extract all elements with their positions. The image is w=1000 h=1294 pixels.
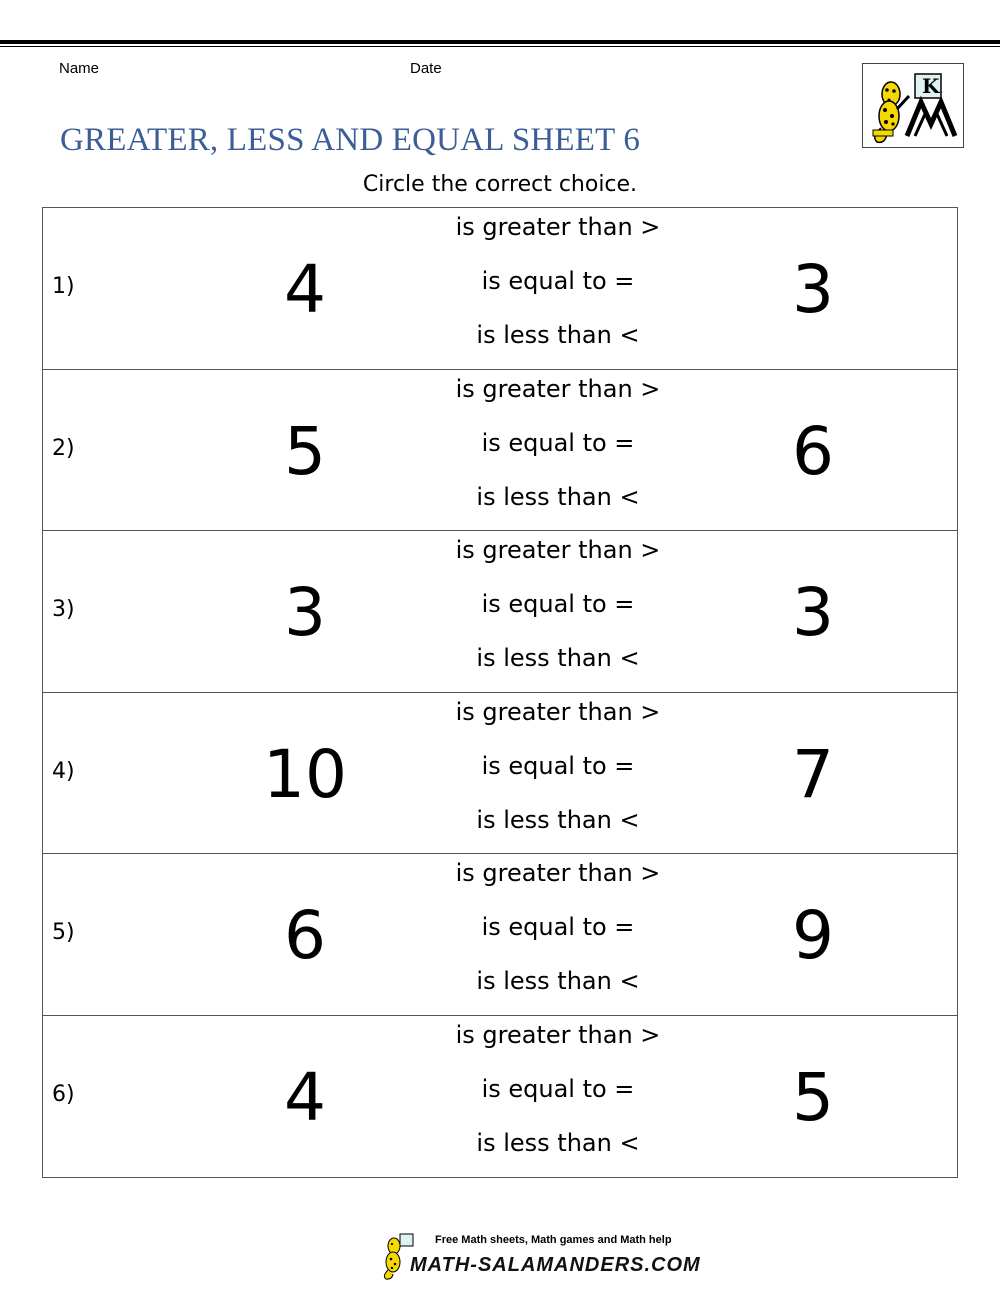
right-number: 3 <box>792 251 834 328</box>
question-number: 3) <box>52 597 75 622</box>
name-label: Name <box>59 60 100 77</box>
right-number: 5 <box>792 1058 834 1136</box>
left-number: 4 <box>284 1058 326 1136</box>
problem-row <box>43 208 957 370</box>
page-title: GREATER, LESS AND EQUAL SHEET 6 <box>60 122 641 158</box>
left-number: 10 <box>263 735 347 813</box>
choice-less[interactable]: is less than < <box>476 482 640 511</box>
problem-row <box>43 854 957 1016</box>
right-number: 9 <box>792 897 834 974</box>
problem-row <box>43 370 957 532</box>
choice-equal[interactable]: is equal to = <box>481 1074 635 1103</box>
question-number: 1) <box>52 274 75 299</box>
choice-equal[interactable]: is equal to = <box>481 428 635 457</box>
problem-row <box>43 1016 957 1178</box>
choice-greater[interactable]: is greater than > <box>455 374 661 403</box>
choice-less[interactable]: is less than < <box>476 1128 640 1157</box>
question-number: 5) <box>52 920 75 945</box>
left-number: 3 <box>284 574 326 651</box>
right-number: 3 <box>792 574 834 651</box>
choice-greater[interactable]: is greater than > <box>455 697 661 726</box>
footer-logo <box>380 1232 701 1282</box>
problem-row <box>43 531 957 693</box>
choice-less[interactable]: is less than < <box>476 805 640 834</box>
instructions: Circle the correct choice. <box>362 172 638 197</box>
choice-less[interactable]: is less than < <box>476 967 640 995</box>
salamander-icon <box>873 82 909 142</box>
question-number: 4) <box>52 758 75 784</box>
problems-table <box>42 207 958 1178</box>
question-number: 2) <box>52 435 75 461</box>
top-rule-thin <box>0 46 1000 47</box>
salamander-logo <box>862 63 964 148</box>
left-number: 5 <box>284 412 326 490</box>
salamander-icon <box>380 1232 414 1280</box>
choice-less[interactable]: is less than < <box>476 321 640 349</box>
choice-greater[interactable]: is greater than > <box>455 859 661 887</box>
date-label: Date <box>410 60 442 77</box>
footer-site-link[interactable]: MATH-SALAMANDERS.COM <box>410 1254 701 1276</box>
right-number: 6 <box>792 412 834 490</box>
logo-letter: K <box>922 74 940 98</box>
choice-less[interactable]: is less than < <box>476 644 640 672</box>
choice-equal[interactable]: is equal to = <box>481 913 635 941</box>
footer-tagline: Free Math sheets, Math games and Math help <box>435 1234 672 1246</box>
choice-equal[interactable]: is equal to = <box>481 751 635 780</box>
choice-equal[interactable]: is equal to = <box>481 590 635 618</box>
question-number: 6) <box>52 1081 75 1107</box>
choice-greater[interactable]: is greater than > <box>455 213 661 241</box>
left-number: 6 <box>284 897 326 974</box>
choice-greater[interactable]: is greater than > <box>455 1020 661 1049</box>
choice-greater[interactable]: is greater than > <box>455 536 661 564</box>
right-number: 7 <box>792 735 834 813</box>
choice-equal[interactable]: is equal to = <box>481 267 635 295</box>
left-number: 4 <box>284 251 326 328</box>
problem-row <box>43 693 957 855</box>
top-rule-thick <box>0 40 1000 44</box>
